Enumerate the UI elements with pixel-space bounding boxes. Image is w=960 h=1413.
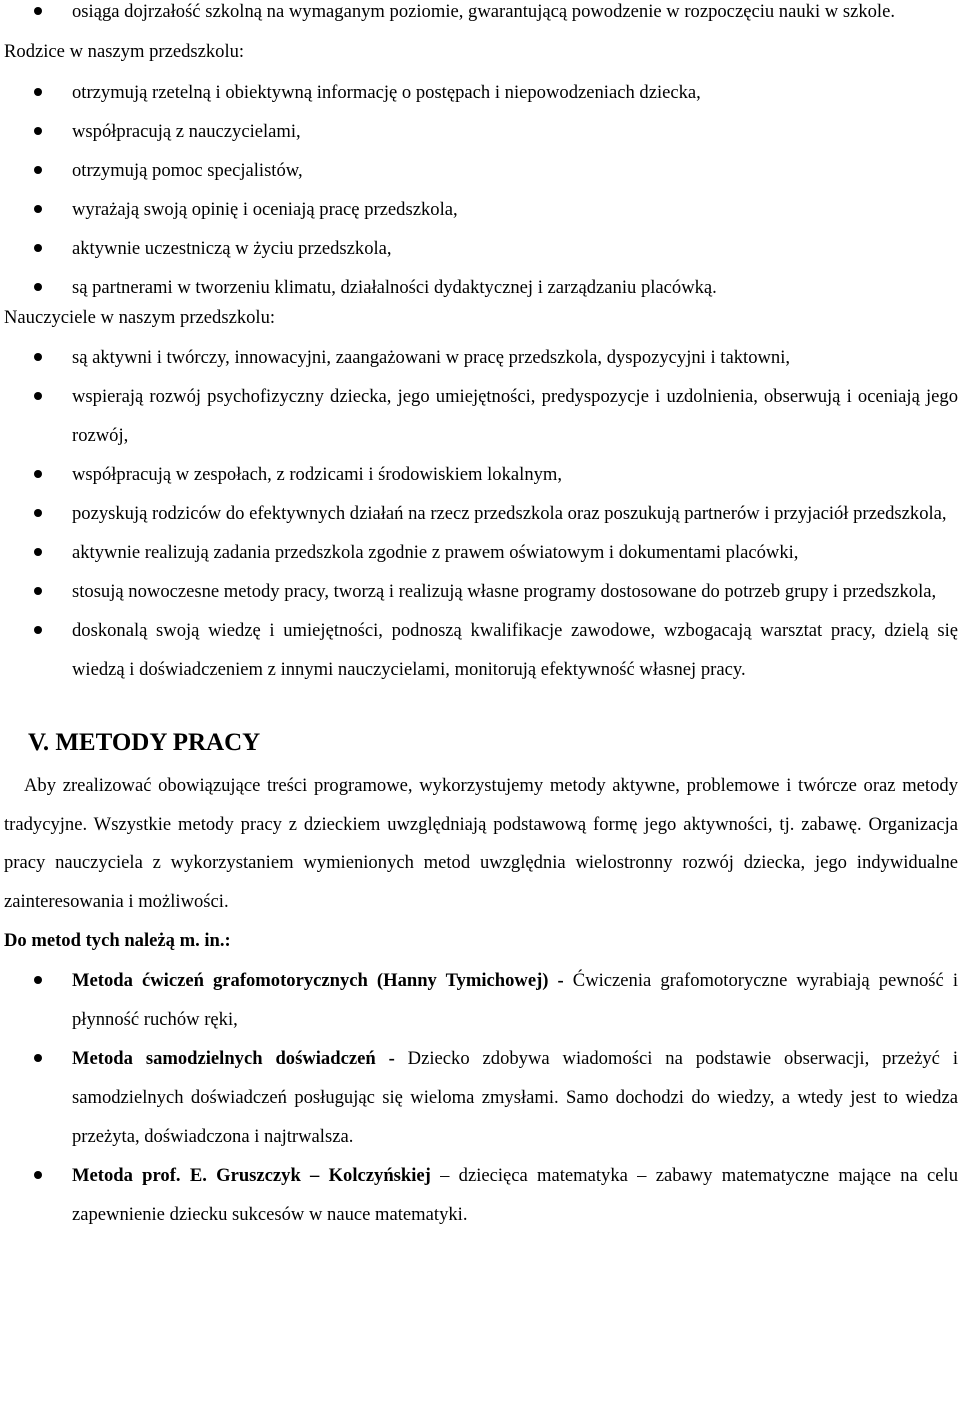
teachers-heading: Nauczyciele w naszym przedszkolu: — [4, 307, 276, 328]
method-item — [0, 961, 960, 1039]
method-item — [0, 1039, 960, 1156]
methods-heading: Do metod tych należą m. in.: — [4, 930, 231, 951]
method-name: Metoda samodzielnych doświadczeń - — [72, 1048, 395, 1069]
list-item: wspierają rozwój psychofizyczny dziecka, jego umiejętności, predyspozycje i uzdolnienia, obserwują i oceniają jego rozwój, — [0, 377, 960, 455]
parents-list — [0, 73, 960, 307]
method-item — [0, 1156, 960, 1234]
method-description: – dziecięca matematyka – zabawy matematyczne mające na celu zapewnienie dziecku sukcesów w nauce matematyki. — [72, 1165, 958, 1225]
method-description: Ćwiczenia grafomotoryczne wyrabiają pewność i płynność ruchów ręki, — [72, 970, 958, 1030]
list-item: współpracują z nauczycielami, — [0, 112, 960, 151]
method-name: Metoda prof. E. Gruszczyk – Kolczyńskiej — [72, 1165, 431, 1186]
list-item: otrzymują rzetelną i obiektywną informację o postępach i niepowodzeniach dziecka, — [0, 73, 960, 112]
section-title: V. METODY PRACY — [28, 729, 261, 756]
intro-paragraph: Aby zrealizować obowiązujące treści programowe, wykorzystujemy metody aktywne, problemowe i twórcze oraz metody tradycyjne. Wszystkie metody pracy z dzieckiem uwzględniają podstawową formę jego aktywności, tj. zabawę. Organizacja pracy nauczyciela z wykorzystaniem wymienionych metod uwzględnia wielostronny rozwój dziecka, jego indywidualne zainteresowania i możliwości. — [4, 775, 958, 912]
top-list — [0, 0, 960, 31]
methods-list — [0, 961, 960, 1234]
list-item: stosują nowoczesne metody pracy, tworzą i realizują własne programy dostosowane do potrzeb grupy i przedszkola, — [0, 572, 960, 611]
list-item: współpracują w zespołach, z rodzicami i środowiskiem lokalnym, — [0, 455, 960, 494]
method-name: Metoda ćwiczeń grafomotorycznych (Hanny Tymichowej) - — [72, 970, 564, 991]
list-item: wyrażają swoją opinię i oceniają pracę przedszkola, — [0, 190, 960, 229]
teachers-list — [0, 338, 960, 689]
list-item: osiąga dojrzałość szkolną na wymaganym poziomie, gwarantującą powodzenie w rozpoczęciu nauki w szkole. — [0, 0, 960, 31]
list-item: otrzymują pomoc specjalistów, — [0, 151, 960, 190]
list-item: są partnerami w tworzeniu klimatu, działalności dydaktycznej i zarządzaniu placówką. — [0, 268, 960, 307]
parents-heading: Rodzice w naszym przedszkolu: — [4, 41, 245, 62]
method-description: Dziecko zdobywa wiadomości na podstawie obserwacji, przeżyć i samodzielnych doświadczeń posługując się wieloma zmysłami. Samo dochodzi do wiedzy, a wtedy jest to wiedza przeżyta, doświadczona i najtrwalsza. — [72, 1048, 959, 1147]
list-item: doskonalą swoją wiedzę i umiejętności, podnoszą kwalifikacje zawodowe, wzbogacają warsztat pracy, dzielą się wiedzą i doświadczeniem z innymi nauczycielami, monitorują efektywność własnej pracy. — [0, 611, 960, 689]
list-item: aktywnie uczestniczą w życiu przedszkola, — [0, 229, 960, 268]
list-item: aktywnie realizują zadania przedszkola zgodnie z prawem oświatowym i dokumentami placówki, — [0, 533, 960, 572]
list-item: pozyskują rodziców do efektywnych działań na rzecz przedszkola oraz poszukują partnerów i przyjaciół przedszkola, — [0, 494, 960, 533]
list-item: są aktywni i twórczy, innowacyjni, zaangażowani w pracę przedszkola, dyspozycyjni i taktowni, — [0, 338, 960, 377]
